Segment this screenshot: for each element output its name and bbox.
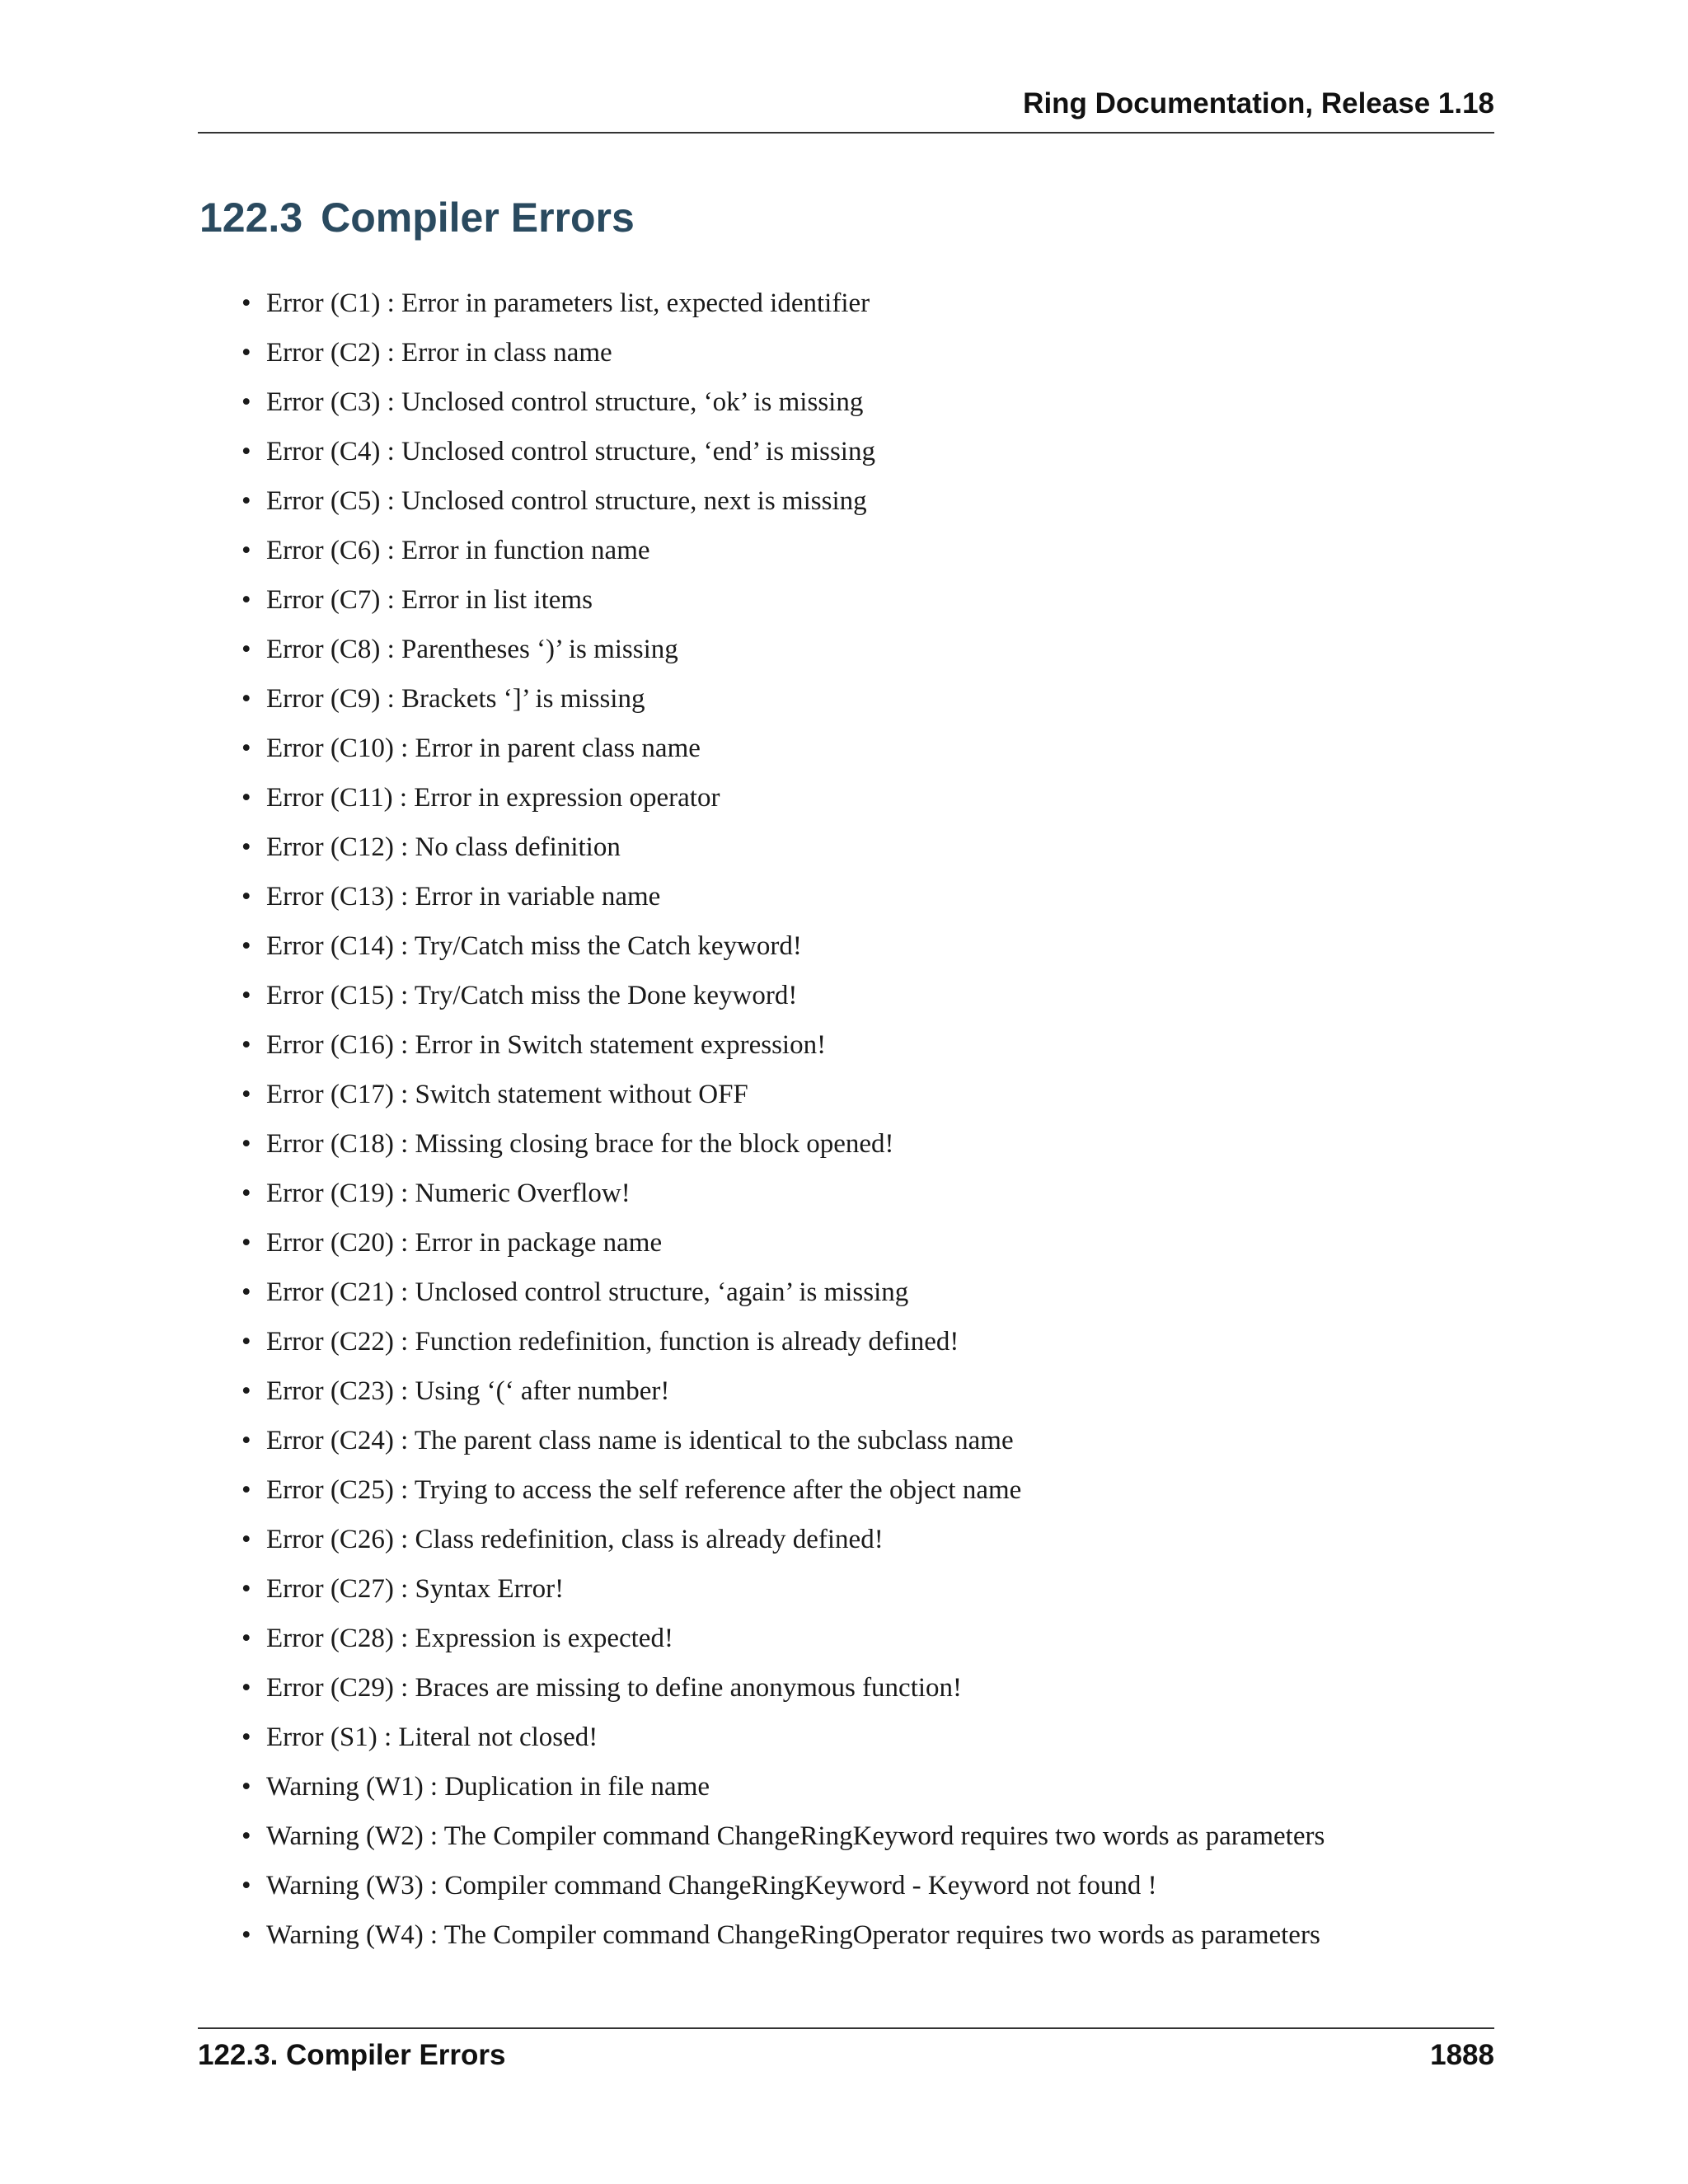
bullet-icon: • xyxy=(241,981,251,1010)
error-text: Error (C15) : Try/Catch miss the Done keyword! xyxy=(266,981,798,1010)
error-text: Error (C20) : Error in package name xyxy=(266,1228,663,1258)
error-text: Error (C4) : Unclosed control structure, ‘end’ is missing xyxy=(266,437,875,466)
list-item xyxy=(0,1070,1325,1119)
error-text: Error (C3) : Unclosed control structure, ‘ok’ is missing xyxy=(266,387,864,417)
list-item xyxy=(0,279,1325,328)
bullet-icon: • xyxy=(241,1179,251,1208)
bullet-icon: • xyxy=(241,1920,251,1950)
list-item xyxy=(0,921,1325,971)
bullet-icon: • xyxy=(241,387,251,417)
bullet-icon: • xyxy=(241,437,251,466)
error-text: Error (C17) : Switch statement without OFF xyxy=(266,1080,748,1109)
error-text: Error (C21) : Unclosed control structure, ‘again’ is missing xyxy=(266,1277,909,1307)
list-item xyxy=(0,377,1325,427)
error-text: Error (C23) : Using ‘(‘ after number! xyxy=(266,1376,670,1406)
list-item xyxy=(0,476,1325,526)
bullet-icon: • xyxy=(241,931,251,961)
page-header xyxy=(198,86,1494,134)
bullet-icon: • xyxy=(241,1277,251,1307)
error-text: Error (C8) : Parentheses ‘)’ is missing xyxy=(266,635,678,664)
bullet-icon: • xyxy=(241,1722,251,1752)
error-text: Error (C10) : Error in parent class name xyxy=(266,733,701,763)
bullet-icon: • xyxy=(241,1228,251,1258)
list-item xyxy=(0,724,1325,773)
list-item xyxy=(0,1811,1325,1861)
error-list xyxy=(0,279,1325,1960)
page-footer xyxy=(198,2027,1494,2074)
error-text: Error (C2) : Error in class name xyxy=(266,338,612,368)
error-text: Error (C6) : Error in function name xyxy=(266,536,650,565)
bullet-icon: • xyxy=(241,536,251,565)
footer-section-title: 122.3. Compiler Errors xyxy=(198,2039,506,2071)
page-number: 1888 xyxy=(1430,2039,1494,2071)
list-item xyxy=(0,427,1325,476)
bullet-icon: • xyxy=(241,288,251,318)
list-item xyxy=(0,823,1325,872)
bullet-icon: • xyxy=(241,1624,251,1653)
list-item xyxy=(0,773,1325,823)
list-item xyxy=(0,1614,1325,1663)
error-text: Error (C16) : Error in Switch statement expression! xyxy=(266,1030,827,1060)
bullet-icon: • xyxy=(241,1426,251,1455)
error-text: Error (C26) : Class redefinition, class is already defined! xyxy=(266,1525,884,1554)
error-text: Warning (W3) : Compiler command ChangeRingKeyword - Keyword not found ! xyxy=(266,1871,1157,1900)
bullet-icon: • xyxy=(241,486,251,516)
bullet-icon: • xyxy=(241,832,251,862)
error-text: Warning (W1) : Duplication in file name xyxy=(266,1772,710,1802)
list-item xyxy=(0,625,1325,674)
bullet-icon: • xyxy=(241,783,251,813)
error-text: Error (C9) : Brackets ‘]’ is missing xyxy=(266,684,645,714)
error-text: Warning (W2) : The Compiler command ChangeRingKeyword requires two words as parameters xyxy=(266,1821,1325,1851)
bullet-icon: • xyxy=(241,1525,251,1554)
bullet-icon: • xyxy=(241,585,251,615)
list-item xyxy=(0,328,1325,377)
error-text: Error (C1) : Error in parameters list, expected identifier xyxy=(266,288,870,318)
bullet-icon: • xyxy=(241,684,251,714)
bullet-icon: • xyxy=(241,635,251,664)
list-item xyxy=(0,575,1325,625)
error-text: Error (C18) : Missing closing brace for the block opened! xyxy=(266,1129,894,1159)
section-title: Compiler Errors xyxy=(321,194,635,241)
error-text: Error (C24) : The parent class name is identical to the subclass name xyxy=(266,1426,1014,1455)
list-item xyxy=(0,1119,1325,1169)
list-item xyxy=(0,1020,1325,1070)
list-item xyxy=(0,1218,1325,1268)
list-item xyxy=(0,674,1325,724)
bullet-icon: • xyxy=(241,1821,251,1851)
list-item xyxy=(0,1762,1325,1811)
error-text: Error (C22) : Function redefinition, function is already defined! xyxy=(266,1327,959,1357)
bullet-icon: • xyxy=(241,1673,251,1703)
error-text: Error (C5) : Unclosed control structure, next is missing xyxy=(266,486,867,516)
bullet-icon: • xyxy=(241,1376,251,1406)
list-item xyxy=(0,1515,1325,1564)
list-item xyxy=(0,1366,1325,1416)
list-item xyxy=(0,1910,1325,1960)
bullet-icon: • xyxy=(241,1574,251,1604)
bullet-icon: • xyxy=(241,1475,251,1505)
list-item xyxy=(0,1169,1325,1218)
bullet-icon: • xyxy=(241,1871,251,1900)
error-text: Error (C28) : Expression is expected! xyxy=(266,1624,673,1653)
bullet-icon: • xyxy=(241,882,251,912)
list-item xyxy=(0,971,1325,1020)
bullet-icon: • xyxy=(241,1030,251,1060)
bullet-icon: • xyxy=(241,1772,251,1802)
document-title: Ring Documentation, Release 1.18 xyxy=(1023,87,1494,120)
list-item xyxy=(0,1663,1325,1713)
list-item xyxy=(0,1713,1325,1762)
error-text: Error (C27) : Syntax Error! xyxy=(266,1574,565,1604)
list-item xyxy=(0,872,1325,921)
error-text: Error (C19) : Numeric Overflow! xyxy=(266,1179,631,1208)
bullet-icon: • xyxy=(241,733,251,763)
bullet-icon: • xyxy=(241,338,251,368)
list-item xyxy=(0,1564,1325,1614)
bullet-icon: • xyxy=(241,1080,251,1109)
error-text: Error (S1) : Literal not closed! xyxy=(266,1722,598,1752)
error-text: Error (C7) : Error in list items xyxy=(266,585,593,615)
error-text: Error (C25) : Trying to access the self reference after the object name xyxy=(266,1475,1022,1505)
list-item xyxy=(0,526,1325,575)
bullet-icon: • xyxy=(241,1327,251,1357)
error-text: Error (C13) : Error in variable name xyxy=(266,882,661,912)
list-item xyxy=(0,1416,1325,1465)
error-text: Error (C14) : Try/Catch miss the Catch keyword! xyxy=(266,931,802,961)
error-text: Error (C12) : No class definition xyxy=(266,832,621,862)
error-text: Warning (W4) : The Compiler command ChangeRingOperator requires two words as parameters xyxy=(266,1920,1320,1950)
list-item xyxy=(0,1465,1325,1515)
error-text: Error (C29) : Braces are missing to define anonymous function! xyxy=(266,1673,963,1703)
list-item xyxy=(0,1268,1325,1317)
list-item xyxy=(0,1317,1325,1366)
section-number: 122.3 xyxy=(199,194,303,241)
error-text: Error (C11) : Error in expression operator xyxy=(266,783,720,813)
bullet-icon: • xyxy=(241,1129,251,1159)
list-item xyxy=(0,1861,1325,1910)
section-heading xyxy=(199,191,635,244)
